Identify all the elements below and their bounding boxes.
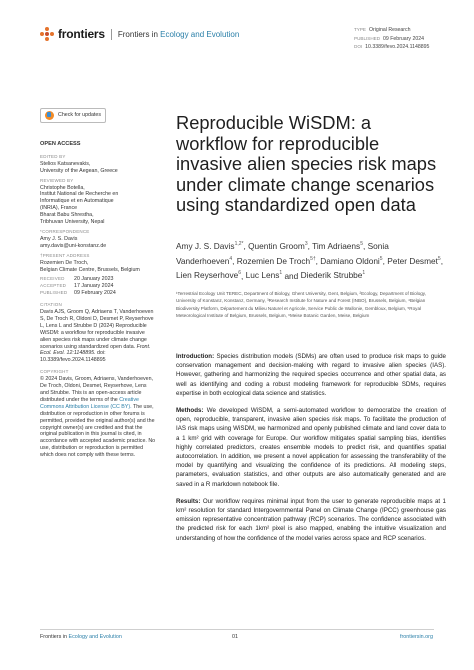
- cc-by-license-link[interactable]: Creative Commons Attribution License (CC BY).: [40, 396, 139, 410]
- copyright-label: COPYRIGHT: [40, 369, 69, 375]
- author[interactable]: Sonia Vanderhoeven$^4$: [176, 240, 389, 266]
- header-divider: [111, 29, 112, 40]
- edited-by: [40, 161, 156, 175]
- author[interactable]: Diederik Strubbe$^1$: [300, 270, 366, 281]
- footer-divider: [40, 629, 434, 630]
- reviewer-line: Tribhuvan University, Nepal: [40, 219, 105, 226]
- author[interactable]: Damiano Oldoni$^5$: [320, 255, 383, 266]
- citation-label: CITATION: [40, 302, 62, 308]
- article-title: Reproducible WiSDM: a workflow for reproducible invasive alien species risk maps under climate change scenarios using standardized open data: [176, 112, 437, 215]
- present-address: [40, 260, 156, 274]
- footer-site-link[interactable]: frontiersin.org: [400, 634, 433, 640]
- published-row: [40, 290, 156, 297]
- journal-title[interactable]: [118, 30, 239, 39]
- citation-doi[interactable]: doi: 10.3389/fevo.2024.1148895: [40, 350, 106, 364]
- copyright-terms: The use, distribution or reproduction in other forums is permitted, provided the original author(s) and the copyright owner(s) are credited and that the original publication in this journal is cited, in accordance with accepted academic practice. No use, distribution or reproduction is permitted which does not comply with these terms.: [40, 403, 156, 459]
- footer-journal-link[interactable]: Ecology and Evolution: [68, 634, 122, 640]
- introduction-text: Species distribution models (SDMs) are often used to produce risk maps to guide conservation management and decision-making with regard to invasive alien species (IAS). However, gathering and harmonizing the required species occurrence and other spatial data, as well as identifying and coding a robust modeling framework for reproducible SDMs, requires expertise in both ecological data science and statistics.: [176, 353, 446, 397]
- frontiers-logo-icon: [40, 27, 54, 41]
- published-label: PUBLISHED: [40, 290, 68, 296]
- correspondence-label: *CORRESPONDENCE: [40, 228, 90, 234]
- editor-affiliation: University of the Aegean, Greece: [40, 167, 118, 174]
- correspondent-name: Amy J. S. Davis: [40, 235, 78, 242]
- copyright-body: © 2024 Davis, Groom, Adriaens, Vanderhoeven, De Troch, Oldoni, Desmet, Reyserhove, Lens and Strubbe. This is an open-access article distributed under the terms of the: [40, 376, 154, 403]
- abstract-results: [176, 497, 446, 543]
- citation-body: Davis AJS, Groom Q, Adriaens T, Vanderhoeven S, De Troch R, Oldoni D, Desmet P, Reyserhove L, Lens L and Strubbe D (2024) Reproducible WiSDM: a workflow for reproducible invasive alien species risk maps under climate change scenarios using standardized open data.: [40, 309, 154, 350]
- type-label: TYPE: [354, 27, 366, 32]
- reviewed-by: [40, 185, 156, 226]
- present-address-name: Rozemien De Troch,: [40, 259, 89, 266]
- published-label: PUBLISHED: [354, 35, 381, 41]
- abstract: [176, 352, 446, 551]
- type-value: Original Research: [369, 27, 411, 33]
- journal-header: [40, 27, 239, 41]
- author[interactable]: Tim Adriaens$^5$: [312, 240, 363, 251]
- author[interactable]: Peter Desmet$^5$: [387, 255, 441, 266]
- reviewed-by-label: REVIEWED BY: [40, 177, 74, 183]
- journal-name-link[interactable]: Ecology and Evolution: [160, 29, 240, 39]
- methods-heading: Methods:: [176, 407, 204, 415]
- citation-journal: Front. Ecol. Evol. 12:1148895.: [40, 343, 151, 357]
- author[interactable]: Quentin Groom$^3$: [248, 240, 308, 251]
- author[interactable]: Rozemien De Troch$^{5\dagger}$: [236, 255, 316, 266]
- correspondence: [40, 236, 156, 250]
- published-value: 09 February 2024: [383, 35, 424, 42]
- brand-name: frontiers: [58, 27, 105, 41]
- doi-label: DOI: [354, 44, 363, 50]
- methods-text: We developed WiSDM, a semi-automated workflow to democratize the creation of open, reproducible, transparent, invasive alien species risk maps. To facilitate the production of IAS risk maps using WiSDM, we harmonized and openly published climate and land cover data to a 1 km² grid with coverage for Europe. Our workflow mitigates spatial sampling bias, identifies highly correlated predictors, creates ensemble models to predict risk, and quantifies spatial autocorrelation. In addition, we present a novel application for assessing the transferability of the model by quantifying and visualizing the confidence of its predictions. All modeling steps, parameters, evaluation statistics, and other outputs are also automatically generated and are saved in a R markdown notebook file.: [176, 407, 446, 488]
- check-updates-label: Check for updates: [58, 112, 101, 119]
- reviewer-line: (INRIA), France: [40, 205, 78, 212]
- check-updates-icon: [45, 111, 54, 120]
- author-list: Amy J. S. Davis$^{1,2*}$, Quentin Groom$^3$, Tim Adriaens$^5$, Sonia Vanderhoeven$^4$, Rozemien De Troch$^{5\dagger}$, Damiano Oldoni$^5$, Peter Desmet$^5$, Lien Reyserhove$^6$, Luc Lens$^1$ and Diederik Strubbe$^1$: [176, 240, 444, 281]
- correspondent-email-link[interactable]: amy.davis@uni-konstanz.de: [40, 242, 107, 249]
- author[interactable]: Lien Reyserhove$^6$: [176, 270, 242, 281]
- accepted-label: ACCEPTED: [40, 283, 67, 289]
- reviewer-line: Institut National de Recherche en: [40, 191, 119, 198]
- received-date: 20 January 2023: [74, 276, 114, 283]
- reviewer-line: Informatique et en Automatique: [40, 198, 114, 205]
- abstract-introduction: [176, 352, 446, 398]
- present-address-label: †PRESENT ADDRESS: [40, 252, 90, 258]
- results-text: Our workflow requires minimal input from the user to generate reproducible maps at 1 km² resolution for standard Intergovernmental Panel on Climate Change (IPCC) greenhouse gas emission representative concentration pathway (RCP) scenarios. The confidence associated with the predicted risk for each 1km² pixel is also mapped, enabling the intuitive visualization and understanding of how the confidence of the model varies across space and RCP scenarios.: [176, 497, 446, 542]
- sidebar: [40, 108, 156, 459]
- published-date: 09 February 2024: [74, 290, 116, 297]
- copyright-text: [40, 376, 156, 459]
- doi-value[interactable]: 10.3389/fevo.2024.1148895: [365, 44, 430, 51]
- reviewer-line: Bharat Babu Shrestha,: [40, 212, 94, 219]
- affiliations: ¹Terrestrial Ecology Unit TEREC, Department of Biology, Ghent University, Gent, Belgium, ²Ecology, Department of Biology, University of Konstanz, Konstanz, Germany, ³Research Institute for Nature and Forest (INBO), Brussels, Belgium, ⁴Belgian Biodiversity Platform, Département du Milieu Naturel et Agricole, Service Public de Wallonie, Gembloux, Belgium, ⁵Royal Meteorological Institute of Belgium, Brussels, Belgium, ⁶Meise Botanic Garden, Meise, Belgium: [176, 291, 427, 319]
- author[interactable]: Amy J. S. Davis$^{1,2*}$: [176, 240, 244, 251]
- footer-journal[interactable]: [40, 634, 122, 640]
- check-for-updates-button[interactable]: [40, 108, 106, 123]
- journal-prefix: Frontiers in: [117, 29, 158, 39]
- introduction-heading: Introduction:: [176, 353, 215, 360]
- citation-text: [40, 309, 156, 364]
- footer-journal-prefix: Frontiers in: [40, 634, 67, 640]
- accepted-date: 17 January 2024: [74, 283, 114, 290]
- results-heading: Results:: [176, 497, 201, 505]
- reviewer-line: Christophe Botella,: [40, 184, 85, 191]
- accepted-row: [40, 283, 156, 290]
- editor-name: Stelios Katsanevakis,: [40, 160, 91, 167]
- page-number: 01: [232, 634, 238, 640]
- received-row: [40, 276, 156, 283]
- received-label: RECEIVED: [40, 276, 65, 282]
- edited-by-label: EDITED BY: [40, 153, 66, 159]
- open-access-badge: OPEN ACCESS: [40, 141, 81, 147]
- present-address-place: Belgian Climate Centre, Brussels, Belgium: [40, 266, 140, 273]
- author[interactable]: Luc Lens$^1$: [245, 270, 283, 281]
- article-meta: [354, 26, 429, 52]
- abstract-methods: [176, 406, 446, 489]
